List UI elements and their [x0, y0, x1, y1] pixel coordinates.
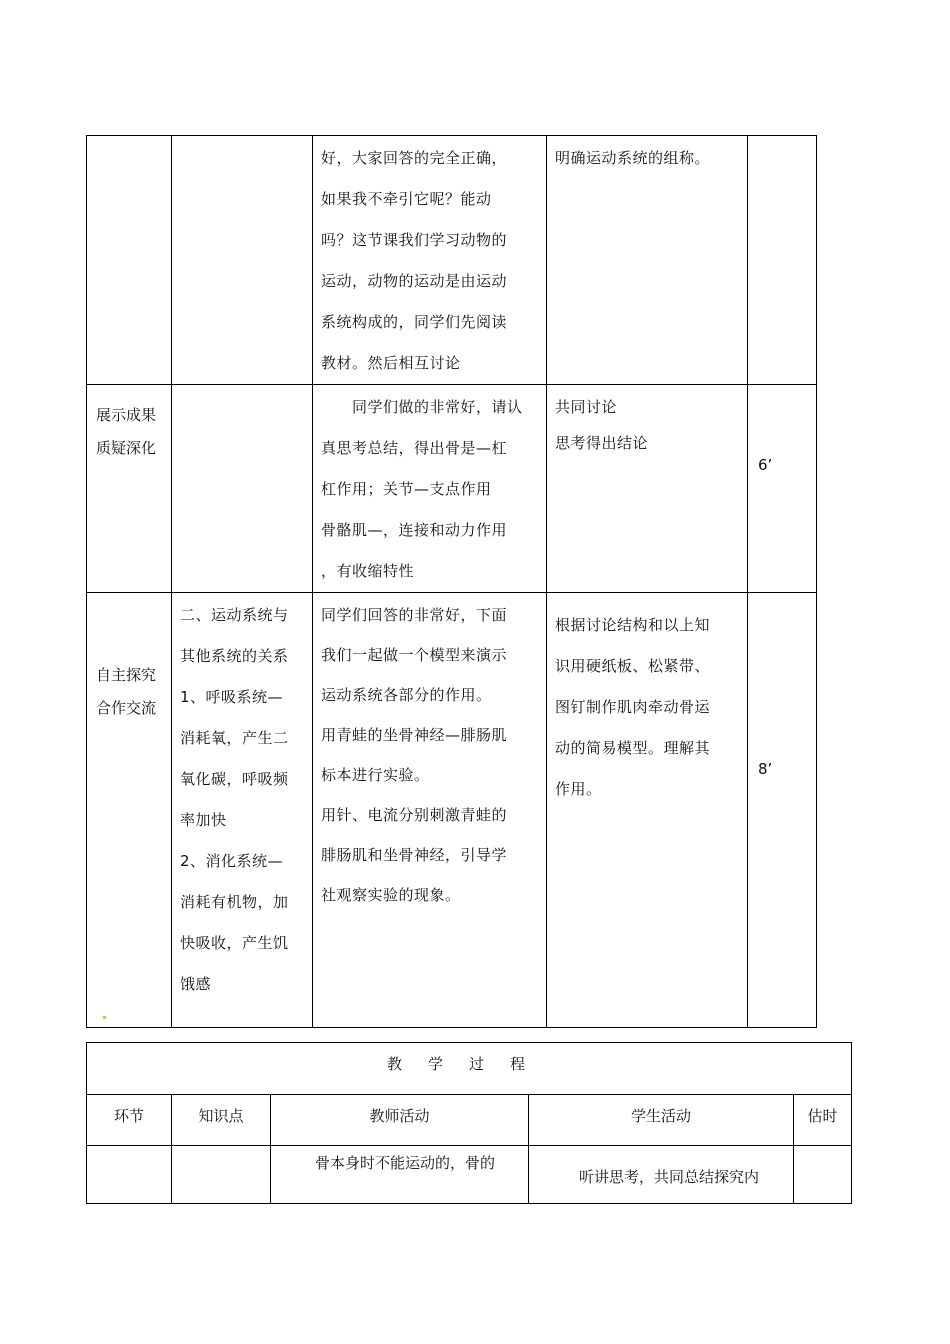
- cell-text-line: 二、运动系统与: [180, 606, 289, 624]
- cell-text-line: 社观察实验的现象。: [321, 886, 461, 904]
- header-row: [87, 1095, 852, 1146]
- cell-text-line: 杠作用；关节—支点作用: [321, 480, 492, 498]
- knowledge-cell: [172, 1146, 271, 1204]
- cell-text-line: 骨骼肌—，连接和动力作用: [321, 521, 508, 539]
- knowledge-cell: [172, 593, 313, 1028]
- header-stage: 环节: [87, 1095, 172, 1146]
- table-title: 教学过程: [87, 1043, 852, 1095]
- stage-cell: [87, 1146, 172, 1204]
- cell-text-line: 思考得出结论: [555, 434, 649, 452]
- cell-text-line: 如果我不牵引它呢？能动: [321, 190, 492, 208]
- cell-text-line: 运动系统各部分的作用。: [321, 686, 492, 704]
- stage-cell: [87, 136, 172, 385]
- teacher-activity-cell: 骨本身时不能运动的，骨的: [271, 1146, 529, 1204]
- cell-text-line: 教材。然后相互讨论: [321, 354, 461, 372]
- cell-text-line: 率加快: [180, 811, 227, 829]
- table-row: [87, 385, 817, 593]
- cell-text-line: 系统构成的，同学们先阅读: [321, 313, 508, 331]
- cell-text-line: 运动，动物的运动是由运动: [321, 272, 508, 290]
- cell-text-line: 快吸收，产生饥: [180, 934, 289, 952]
- cell-text-line: 质疑深化: [96, 439, 157, 457]
- teacher-activity-cell: [313, 136, 547, 385]
- knowledge-cell: [172, 136, 313, 385]
- cell-text-line: 同学们回答的非常好，下面: [321, 606, 508, 624]
- knowledge-cell: [172, 385, 313, 593]
- lesson-table-continued: [86, 135, 817, 1028]
- cell-text-line: 合作交流: [96, 699, 157, 717]
- cell-text-line: 作用。: [555, 780, 602, 798]
- cell-text-line: ，有收缩特性: [321, 562, 415, 580]
- student-activity-cell: [547, 385, 748, 593]
- duration-cell: 6’: [748, 385, 817, 593]
- header-teacher: 教师活动: [271, 1095, 529, 1146]
- cell-text-line: 好，大家回答的完全正确，: [321, 149, 508, 167]
- header-knowledge: 知识点: [172, 1095, 271, 1146]
- table-row: [87, 593, 817, 1028]
- cell-text-line: 动的简易模型。理解其: [555, 739, 711, 757]
- cell-text-line: 消耗氧，产生二: [180, 729, 289, 747]
- stage-cell: [87, 593, 172, 1028]
- cell-text-line: 1、呼吸系统—: [180, 688, 284, 706]
- table-row: [87, 1146, 852, 1204]
- cell-text-line: 用针、电流分别刺激青蛙的: [321, 806, 508, 824]
- header-duration: 估时: [794, 1095, 852, 1146]
- cell-text-line: 饿感: [180, 975, 212, 993]
- cell-text-line: 2、消化系统—: [180, 852, 284, 870]
- student-activity-cell: 听讲思考，共同总结探究内: [529, 1146, 794, 1204]
- cell-text-line: 标本进行实验。: [321, 766, 430, 784]
- cell-text-line: 氧化碳，呼吸频: [180, 770, 289, 788]
- duration-cell: [794, 1146, 852, 1204]
- cell-text-line: 吗？这节课我们学习动物的: [321, 231, 508, 249]
- cell-text-line: 根据讨论结构和以上知: [555, 616, 711, 634]
- cell-text-line: 明确运动系统的组称。: [555, 149, 711, 167]
- cell-text-line: 其他系统的关系: [180, 647, 289, 665]
- stray-mark: [103, 1016, 106, 1019]
- cell-text-line: 腓肠肌和坐骨神经，引导学: [321, 846, 508, 864]
- cell-text-line: 识用硬纸板、松紧带、: [555, 657, 711, 675]
- teacher-activity-cell: [313, 385, 547, 593]
- stage-cell: [87, 385, 172, 593]
- student-activity-cell: [547, 136, 748, 385]
- cell-text-line: 共同讨论: [555, 398, 618, 416]
- cell-text-line: 自主探究: [96, 666, 157, 684]
- cell-text-line: 真思考总结，得出骨是—杠: [321, 439, 508, 457]
- cell-text-line: 展示成果: [96, 406, 157, 424]
- cell-text-line: 图钉制作肌肉牵动骨运: [555, 698, 711, 716]
- cell-text-line: 用青蛙的坐骨神经—腓肠肌: [321, 726, 508, 744]
- duration-cell: [748, 136, 817, 385]
- duration-cell: 8’: [748, 593, 817, 1028]
- student-activity-cell: [547, 593, 748, 1028]
- teacher-activity-cell: [313, 593, 547, 1028]
- teaching-process-table: [86, 1042, 852, 1204]
- header-student: 学生活动: [529, 1095, 794, 1146]
- table-row: [87, 136, 817, 385]
- cell-text-line: 消耗有机物，加: [180, 893, 289, 911]
- cell-text-line: 同学们做的非常好，请认: [321, 398, 523, 416]
- cell-text-line: 我们一起做一个模型来演示: [321, 646, 508, 664]
